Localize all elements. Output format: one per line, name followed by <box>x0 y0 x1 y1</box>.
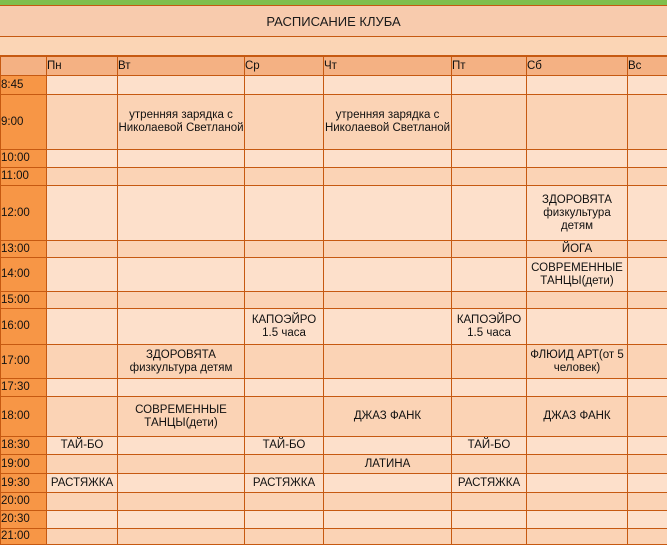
schedule-cell <box>324 76 452 95</box>
schedule-cell <box>245 397 324 437</box>
schedule-cell <box>245 150 324 168</box>
schedule-cell: РАСТЯЖКА <box>452 474 527 493</box>
schedule-cell <box>527 309 628 345</box>
schedule-cell <box>452 455 527 474</box>
schedule-cell: ЗДОРОВЯТА физкультура детям <box>527 186 628 241</box>
schedule-cell <box>118 309 245 345</box>
schedule-cell <box>324 241 452 258</box>
day-header: Чт <box>324 57 452 76</box>
schedule-cell <box>324 474 452 493</box>
schedule-cell <box>324 309 452 345</box>
schedule-row <box>1 168 667 186</box>
schedule-cell <box>118 186 245 241</box>
schedule-cell <box>245 241 324 258</box>
schedule-cell <box>245 95 324 150</box>
schedule-row <box>1 76 667 95</box>
schedule-cell <box>118 379 245 397</box>
schedule-row <box>1 455 667 474</box>
time-cell: 19:30 <box>1 474 47 493</box>
schedule-cell <box>628 379 667 397</box>
schedule-cell <box>118 511 245 529</box>
schedule-cell: ДЖАЗ ФАНК <box>324 397 452 437</box>
schedule-cell <box>47 309 118 345</box>
schedule-cell <box>628 397 667 437</box>
schedule-cell <box>527 437 628 455</box>
schedule-cell <box>527 493 628 511</box>
time-cell: 10:00 <box>1 150 47 168</box>
schedule-cell <box>628 309 667 345</box>
schedule-cell <box>245 186 324 241</box>
schedule-cell <box>324 529 452 545</box>
schedule-cell <box>628 95 667 150</box>
schedule-cell <box>324 345 452 379</box>
schedule-cell <box>118 455 245 474</box>
schedule-row <box>1 292 667 309</box>
schedule-row <box>1 258 667 292</box>
day-header: Ср <box>245 57 324 76</box>
schedule-cell <box>452 529 527 545</box>
schedule-cell <box>452 292 527 309</box>
schedule-row <box>1 186 667 241</box>
schedule-cell <box>452 379 527 397</box>
schedule-cell <box>47 258 118 292</box>
day-header: Пн <box>47 57 118 76</box>
schedule-cell <box>324 493 452 511</box>
time-cell: 21:00 <box>1 529 47 545</box>
schedule-cell <box>628 511 667 529</box>
schedule-cell <box>118 292 245 309</box>
schedule-title: РАСПИСАНИЕ КЛУБА <box>0 5 667 37</box>
schedule-cell <box>452 150 527 168</box>
schedule-cell: ЙОГА <box>527 241 628 258</box>
schedule-cell <box>245 455 324 474</box>
time-cell: 18:00 <box>1 397 47 437</box>
schedule-cell <box>324 150 452 168</box>
schedule-table <box>0 56 667 545</box>
schedule-row <box>1 95 667 150</box>
schedule-cell: РАСТЯЖКА <box>47 474 118 493</box>
schedule-cell: ТАЙ-БО <box>452 437 527 455</box>
schedule-row <box>1 529 667 545</box>
schedule-row <box>1 474 667 493</box>
schedule-cell <box>118 258 245 292</box>
day-header: Вт <box>118 57 245 76</box>
schedule-cell <box>245 529 324 545</box>
empty-band-row <box>0 37 667 56</box>
schedule-cell <box>118 529 245 545</box>
schedule-row <box>1 437 667 455</box>
schedule-cell <box>628 493 667 511</box>
schedule-cell <box>324 511 452 529</box>
schedule-cell <box>245 379 324 397</box>
schedule-cell <box>47 345 118 379</box>
schedule-cell: утренняя зарядка с Николаевой Светланой <box>324 95 452 150</box>
schedule-cell <box>628 345 667 379</box>
schedule-cell <box>527 95 628 150</box>
schedule-cell <box>527 292 628 309</box>
schedule-cell <box>452 511 527 529</box>
schedule-cell <box>245 258 324 292</box>
schedule-cell: ЗДОРОВЯТА физкультура детям <box>118 345 245 379</box>
schedule-cell <box>324 168 452 186</box>
time-cell: 13:00 <box>1 241 47 258</box>
schedule-body <box>1 76 667 545</box>
schedule-row <box>1 241 667 258</box>
schedule-cell <box>324 437 452 455</box>
schedule-cell: СОВРЕМЕННЫЕ ТАНЦЫ(дети) <box>527 258 628 292</box>
schedule-cell: РАСТЯЖКА <box>245 474 324 493</box>
schedule-cell <box>452 241 527 258</box>
time-cell: 17:30 <box>1 379 47 397</box>
corner-cell <box>1 57 47 76</box>
schedule-cell <box>245 493 324 511</box>
schedule-cell <box>628 292 667 309</box>
schedule-cell <box>324 186 452 241</box>
schedule-cell <box>452 168 527 186</box>
schedule-row <box>1 397 667 437</box>
time-cell: 14:00 <box>1 258 47 292</box>
schedule-row <box>1 379 667 397</box>
schedule-cell <box>245 168 324 186</box>
time-cell: 9:00 <box>1 95 47 150</box>
day-header: Пт <box>452 57 527 76</box>
schedule-cell <box>628 150 667 168</box>
schedule-cell <box>47 186 118 241</box>
schedule-row <box>1 309 667 345</box>
schedule-cell: СОВРЕМЕННЫЕ ТАНЦЫ(дети) <box>118 397 245 437</box>
schedule-cell <box>527 511 628 529</box>
schedule-cell <box>452 76 527 95</box>
schedule-cell <box>118 241 245 258</box>
schedule-cell <box>118 493 245 511</box>
schedule-cell <box>628 241 667 258</box>
schedule-cell <box>47 292 118 309</box>
schedule-cell <box>47 455 118 474</box>
schedule-cell: ФЛЮИД АРТ(от 5 человек) <box>527 345 628 379</box>
schedule-cell <box>118 150 245 168</box>
schedule-cell <box>527 76 628 95</box>
day-header: Вс <box>628 57 667 76</box>
schedule-cell <box>118 474 245 493</box>
schedule-cell <box>245 76 324 95</box>
schedule-row <box>1 150 667 168</box>
schedule-cell <box>118 76 245 95</box>
schedule-cell <box>452 258 527 292</box>
schedule-cell: КАПОЭЙРО 1.5 часа <box>245 309 324 345</box>
schedule-cell <box>245 511 324 529</box>
schedule-cell <box>628 474 667 493</box>
time-cell: 18:30 <box>1 437 47 455</box>
schedule-cell <box>47 397 118 437</box>
schedule-cell <box>245 345 324 379</box>
schedule-cell <box>47 493 118 511</box>
schedule-cell <box>628 455 667 474</box>
schedule-cell <box>527 168 628 186</box>
schedule-cell <box>47 529 118 545</box>
schedule-row <box>1 493 667 511</box>
time-cell: 17:00 <box>1 345 47 379</box>
schedule-cell <box>628 76 667 95</box>
time-cell: 19:00 <box>1 455 47 474</box>
schedule-cell <box>527 379 628 397</box>
schedule-cell <box>47 241 118 258</box>
schedule-cell <box>47 168 118 186</box>
schedule-cell <box>47 76 118 95</box>
schedule-cell <box>452 397 527 437</box>
time-cell: 8:45 <box>1 76 47 95</box>
time-cell: 20:30 <box>1 511 47 529</box>
schedule-cell <box>628 437 667 455</box>
schedule-cell <box>628 529 667 545</box>
time-cell: 15:00 <box>1 292 47 309</box>
day-header-row <box>1 57 667 76</box>
schedule-cell <box>118 437 245 455</box>
schedule-row <box>1 511 667 529</box>
schedule-cell <box>628 186 667 241</box>
schedule-cell: КАПОЭЙРО 1.5 часа <box>452 309 527 345</box>
schedule-cell <box>628 168 667 186</box>
schedule-cell <box>527 455 628 474</box>
schedule-cell <box>47 95 118 150</box>
schedule-cell <box>47 511 118 529</box>
schedule-cell <box>452 95 527 150</box>
schedule-cell <box>452 493 527 511</box>
schedule-cell <box>118 168 245 186</box>
schedule-cell: ЛАТИНА <box>324 455 452 474</box>
schedule-cell: ДЖАЗ ФАНК <box>527 397 628 437</box>
schedule-cell: утренняя зарядка с Николаевой Светланой <box>118 95 245 150</box>
time-cell: 12:00 <box>1 186 47 241</box>
schedule-cell <box>527 529 628 545</box>
schedule-cell <box>324 379 452 397</box>
schedule-cell <box>245 292 324 309</box>
schedule-cell <box>452 345 527 379</box>
time-cell: 11:00 <box>1 168 47 186</box>
schedule-cell <box>527 150 628 168</box>
schedule-cell <box>527 474 628 493</box>
schedule-cell <box>628 258 667 292</box>
time-cell: 16:00 <box>1 309 47 345</box>
schedule-cell: ТАЙ-БО <box>245 437 324 455</box>
schedule-cell: ТАЙ-БО <box>47 437 118 455</box>
schedule-cell <box>47 379 118 397</box>
schedule-row <box>1 345 667 379</box>
schedule-cell <box>324 292 452 309</box>
schedule-cell <box>452 186 527 241</box>
day-header: Сб <box>527 57 628 76</box>
time-cell: 20:00 <box>1 493 47 511</box>
schedule-cell <box>47 150 118 168</box>
schedule-cell <box>324 258 452 292</box>
